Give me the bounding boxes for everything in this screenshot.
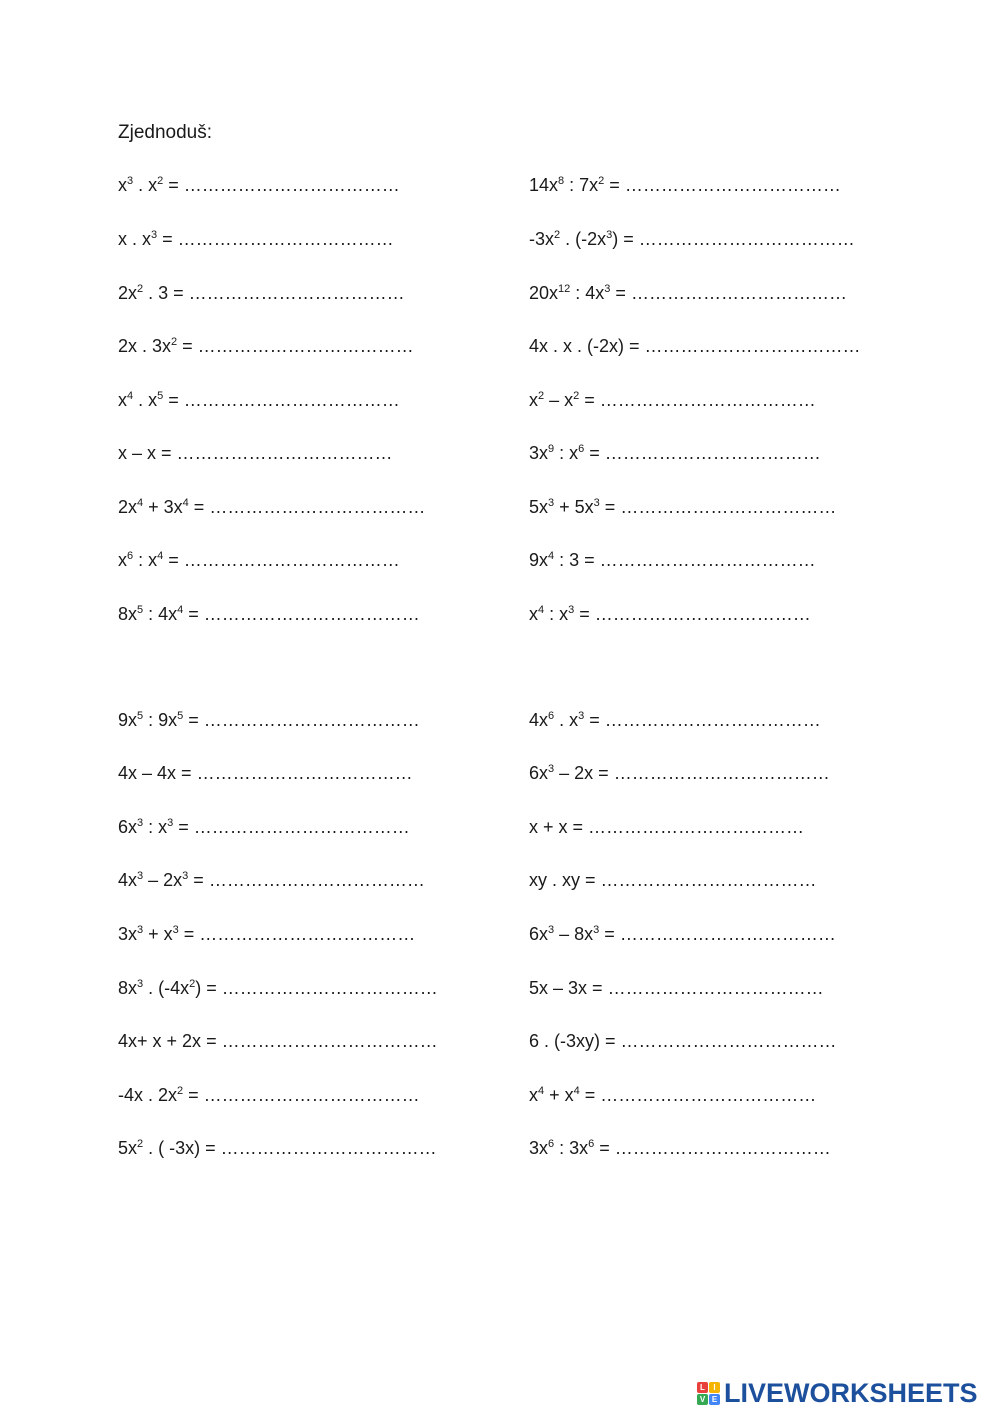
expression-text: 3x — [118, 924, 138, 944]
answer-blank[interactable]: ……………………………… — [183, 390, 400, 410]
exercise-24 — [118, 976, 438, 1000]
answer-blank[interactable]: ……………………………… — [604, 443, 821, 463]
equals-sign: = — [618, 229, 639, 249]
equals-sign: = — [599, 497, 621, 517]
answer-blank[interactable]: ……………………………… — [620, 497, 837, 517]
equals-sign: = — [173, 817, 194, 837]
expression-text: – 8x — [554, 924, 594, 944]
liveworksheets-logo-icon — [697, 1382, 720, 1405]
answer-blank[interactable]: ……………………………… — [599, 390, 816, 410]
expression-text: – x — [544, 390, 574, 410]
expression-text: 8x — [118, 604, 138, 624]
exponent: 12 — [558, 283, 571, 295]
equals-sign: = — [163, 175, 184, 195]
expression-text: 6x — [529, 924, 549, 944]
equals-sign: = — [188, 497, 210, 517]
exponent: 3 — [137, 978, 144, 990]
expression-text: . ( -3x) — [143, 1138, 201, 1158]
equals-sign: = — [610, 283, 631, 303]
exercise-4 — [118, 334, 414, 358]
equals-sign: = — [594, 1138, 615, 1158]
exponent: 3 — [548, 497, 555, 509]
expression-text: x . x — [118, 229, 152, 249]
equals-sign: = — [183, 604, 204, 624]
exponent: 3 — [127, 175, 134, 187]
exponent: 2 — [137, 283, 144, 295]
answer-blank[interactable]: ……………………………… — [600, 870, 817, 890]
equals-sign: = — [584, 443, 605, 463]
equals-sign: = — [178, 924, 200, 944]
expression-text: 3x — [529, 1138, 549, 1158]
expression-text: : 4x — [570, 283, 605, 303]
exercise-3 — [118, 281, 405, 305]
liveworksheets-logo-text: LIVEWORKSHEETS — [724, 1377, 978, 1408]
exponent: 4 — [538, 1085, 545, 1097]
equals-sign: = — [567, 817, 589, 837]
answer-blank[interactable]: ……………………………… — [630, 283, 847, 303]
exponent: 3 — [604, 283, 611, 295]
expression-text: 20x — [529, 283, 559, 303]
exponent: 2 — [598, 175, 605, 187]
exponent: 2 — [177, 1085, 184, 1097]
answer-blank[interactable]: ……………………………… — [208, 870, 425, 890]
exponent: 2 — [189, 978, 196, 990]
expression-text: 9x — [118, 710, 138, 730]
equals-sign: = — [604, 175, 625, 195]
expression-text: 2x — [118, 497, 138, 517]
exponent: 2 — [538, 390, 545, 402]
exercise-22 — [118, 868, 425, 892]
answer-blank[interactable]: ……………………………… — [594, 604, 811, 624]
answer-blank[interactable]: ……………………………… — [599, 550, 816, 570]
equals-sign: = — [168, 283, 189, 303]
expression-text: ) — [612, 229, 619, 249]
expression-text: : 3 — [554, 550, 580, 570]
answer-blank[interactable]: ……………………………… — [197, 336, 414, 356]
expression-text: : x — [554, 443, 579, 463]
exponent: 3 — [137, 870, 144, 882]
answer-blank[interactable]: ……………………………… — [193, 817, 410, 837]
expression-text: : 4x — [143, 604, 178, 624]
exercise-17 — [529, 548, 816, 572]
exercise-30 — [529, 815, 804, 839]
exercise-15 — [529, 441, 821, 465]
exercise-7 — [118, 495, 425, 519]
expression-text: 4x — [529, 710, 549, 730]
expression-text: 6x — [118, 817, 138, 837]
exercise-2 — [118, 227, 394, 251]
expression-text: : 9x — [143, 710, 178, 730]
exponent: 3 — [137, 817, 144, 829]
expression-text: 4x – 4x — [118, 763, 177, 783]
exercise-29 — [529, 761, 830, 785]
equals-sign: = — [580, 870, 601, 890]
exercise-8 — [118, 548, 400, 572]
answer-blank[interactable]: ……………………………… — [199, 924, 416, 944]
exponent: 2 — [573, 390, 580, 402]
equals-sign: = — [200, 1138, 221, 1158]
equals-sign: = — [624, 336, 645, 356]
answer-blank[interactable]: ……………………………… — [624, 175, 841, 195]
equals-sign: = — [201, 1031, 222, 1051]
exercise-1 — [118, 173, 400, 197]
answer-blank[interactable]: ……………………………… — [183, 175, 400, 195]
expression-text: 2x — [118, 283, 138, 303]
expression-text: 9x — [529, 550, 549, 570]
expression-text: – 2x — [554, 763, 594, 783]
exercise-32 — [529, 922, 836, 946]
exercise-10 — [529, 173, 841, 197]
exponent: 2 — [137, 1138, 144, 1150]
exponent: 4 — [137, 497, 144, 509]
equals-sign: = — [584, 710, 605, 730]
exercise-34 — [529, 1029, 837, 1053]
expression-text: x — [118, 550, 127, 570]
expression-text: + x — [143, 924, 173, 944]
equals-sign: = — [183, 710, 204, 730]
expression-text: . x — [133, 390, 158, 410]
exercise-6 — [118, 441, 393, 465]
exponent: 5 — [177, 710, 184, 722]
answer-blank[interactable]: ……………………………… — [209, 497, 426, 517]
exponent: 5 — [157, 390, 164, 402]
answer-blank[interactable]: ……………………………… — [196, 763, 413, 783]
exercise-5 — [118, 388, 400, 412]
expression-text: 3x — [529, 443, 549, 463]
exponent: 2 — [157, 175, 164, 187]
equals-sign: = — [593, 763, 614, 783]
exercise-28 — [529, 708, 821, 732]
answer-blank[interactable]: ……………………………… — [607, 978, 824, 998]
exercise-20 — [118, 761, 413, 785]
exercise-9 — [118, 602, 420, 626]
exercise-27 — [118, 1136, 437, 1160]
expression-text: . x — [554, 710, 579, 730]
exponent: 3 — [606, 229, 613, 241]
exponent: 6 — [548, 710, 555, 722]
exponent: 4 — [157, 550, 164, 562]
exponent: 6 — [127, 550, 134, 562]
exercise-35 — [529, 1083, 816, 1107]
expression-text: : x — [143, 817, 168, 837]
expression-text: 4x — [118, 870, 138, 890]
equals-sign: = — [587, 978, 608, 998]
equals-sign: = — [600, 1031, 621, 1051]
expression-text: x — [529, 604, 538, 624]
expression-text: 8x — [118, 978, 138, 998]
expression-text: . 3 — [143, 283, 169, 303]
expression-text: x + x — [529, 817, 568, 837]
exercise-21 — [118, 815, 410, 839]
exponent: 6 — [578, 443, 585, 455]
expression-text: -3x — [529, 229, 555, 249]
equals-sign: = — [177, 336, 198, 356]
expression-text: 6 . (-3xy) — [529, 1031, 601, 1051]
equals-sign: = — [176, 763, 197, 783]
exponent: 3 — [548, 763, 555, 775]
expression-text: 14x — [529, 175, 559, 195]
exponent: 3 — [172, 924, 179, 936]
expression-text: + x — [544, 1085, 574, 1105]
exponent: 3 — [568, 604, 575, 616]
answer-blank[interactable]: ……………………………… — [638, 229, 855, 249]
equals-sign: = — [156, 443, 177, 463]
answer-blank[interactable]: ……………………………… — [188, 283, 405, 303]
equals-sign: = — [201, 978, 222, 998]
logo-icon-tile: E — [709, 1394, 720, 1405]
expression-text: xy . xy — [529, 870, 581, 890]
expression-text: . (-2x — [560, 229, 607, 249]
expression-text: 4x+ x + 2x — [118, 1031, 202, 1051]
answer-blank[interactable]: ……………………………… — [203, 1085, 420, 1105]
exponent: 2 — [554, 229, 561, 241]
expression-text: x – x — [118, 443, 157, 463]
expression-text: 6x — [529, 763, 549, 783]
expression-text: – 2x — [143, 870, 183, 890]
exercise-16 — [529, 495, 836, 519]
equals-sign: = — [579, 390, 600, 410]
answer-blank[interactable]: ……………………………… — [203, 710, 420, 730]
expression-text: 4x . x . (-2x) — [529, 336, 625, 356]
exponent: 9 — [548, 443, 555, 455]
expression-text: x — [529, 1085, 538, 1105]
answer-blank[interactable]: ……………………………… — [221, 1031, 438, 1051]
expression-text: x — [118, 390, 127, 410]
equals-sign: = — [163, 550, 184, 570]
expression-text: : x — [133, 550, 158, 570]
exercise-25 — [118, 1029, 438, 1053]
expression-text: : 7x — [564, 175, 599, 195]
answer-blank[interactable]: ……………………………… — [220, 1138, 437, 1158]
logo-icon-tile: V — [697, 1394, 708, 1405]
answer-blank[interactable]: ……………………………… — [183, 550, 400, 570]
answer-blank[interactable]: ……………………………… — [644, 336, 861, 356]
exponent: 4 — [127, 390, 134, 402]
expression-text: ) — [195, 978, 202, 998]
liveworksheets-logo — [697, 1378, 978, 1408]
exponent: 3 — [167, 817, 174, 829]
equals-sign: = — [183, 1085, 204, 1105]
exponent: 4 — [548, 550, 555, 562]
exponent: 4 — [573, 1085, 580, 1097]
answer-blank[interactable]: ……………………………… — [604, 710, 821, 730]
exponent: 4 — [177, 604, 184, 616]
exponent: 4 — [182, 497, 189, 509]
equals-sign: = — [157, 229, 178, 249]
exponent: 5 — [137, 710, 144, 722]
expression-text: : x — [544, 604, 569, 624]
answer-blank[interactable]: ……………………………… — [613, 763, 830, 783]
equals-sign: = — [188, 870, 209, 890]
exercise-18 — [529, 602, 811, 626]
expression-text: + 5x — [554, 497, 594, 517]
exercise-14 — [529, 388, 816, 412]
exercise-12 — [529, 281, 847, 305]
exponent: 3 — [593, 497, 600, 509]
exercise-13 — [529, 334, 861, 358]
expression-text: x — [529, 390, 538, 410]
exercise-23 — [118, 922, 415, 946]
exponent: 6 — [548, 1138, 555, 1150]
exponent: 4 — [538, 604, 545, 616]
exercise-11 — [529, 227, 855, 251]
exercise-31 — [529, 868, 817, 892]
exponent: 8 — [558, 175, 565, 187]
expression-text: . x — [133, 175, 158, 195]
exercise-36 — [529, 1136, 831, 1160]
answer-blank[interactable]: ……………………………… — [203, 604, 420, 624]
answer-blank[interactable]: ……………………………… — [619, 924, 836, 944]
answer-blank[interactable]: ……………………………… — [177, 229, 394, 249]
equals-sign: = — [574, 604, 595, 624]
expression-text: 2x . 3x — [118, 336, 172, 356]
exercise-19 — [118, 708, 420, 732]
answer-blank[interactable]: ……………………………… — [600, 1085, 817, 1105]
equals-sign: = — [163, 390, 184, 410]
exercise-33 — [529, 976, 824, 1000]
exponent: 3 — [151, 229, 158, 241]
answer-blank[interactable]: ……………………………… — [620, 1031, 837, 1051]
equals-sign: = — [579, 1085, 601, 1105]
expression-text: -4x . 2x — [118, 1085, 178, 1105]
equals-sign: = — [579, 550, 600, 570]
expression-text: . (-4x — [143, 978, 190, 998]
exponent: 3 — [578, 710, 585, 722]
expression-text: 5x — [118, 1138, 138, 1158]
expression-text: 5x – 3x — [529, 978, 588, 998]
answer-blank[interactable]: ……………………………… — [614, 1138, 831, 1158]
exponent: 2 — [171, 336, 178, 348]
answer-blank[interactable]: ……………………………… — [588, 817, 805, 837]
exponent: 6 — [588, 1138, 595, 1150]
exponent: 3 — [548, 924, 555, 936]
exponent: 3 — [137, 924, 144, 936]
logo-icon-tile: I — [709, 1382, 720, 1393]
worksheet-heading: Zjednoduš: — [118, 122, 213, 143]
exponent: 5 — [137, 604, 144, 616]
answer-blank[interactable]: ……………………………… — [176, 443, 393, 463]
equals-sign: = — [599, 924, 620, 944]
answer-blank[interactable]: ……………………………… — [221, 978, 438, 998]
logo-icon-tile: L — [697, 1382, 708, 1393]
expression-text: : 3x — [554, 1138, 589, 1158]
exercise-26 — [118, 1083, 420, 1107]
expression-text: + 3x — [143, 497, 183, 517]
expression-text: x — [118, 175, 127, 195]
exponent: 3 — [182, 870, 189, 882]
exponent: 3 — [593, 924, 600, 936]
expression-text: 5x — [529, 497, 549, 517]
